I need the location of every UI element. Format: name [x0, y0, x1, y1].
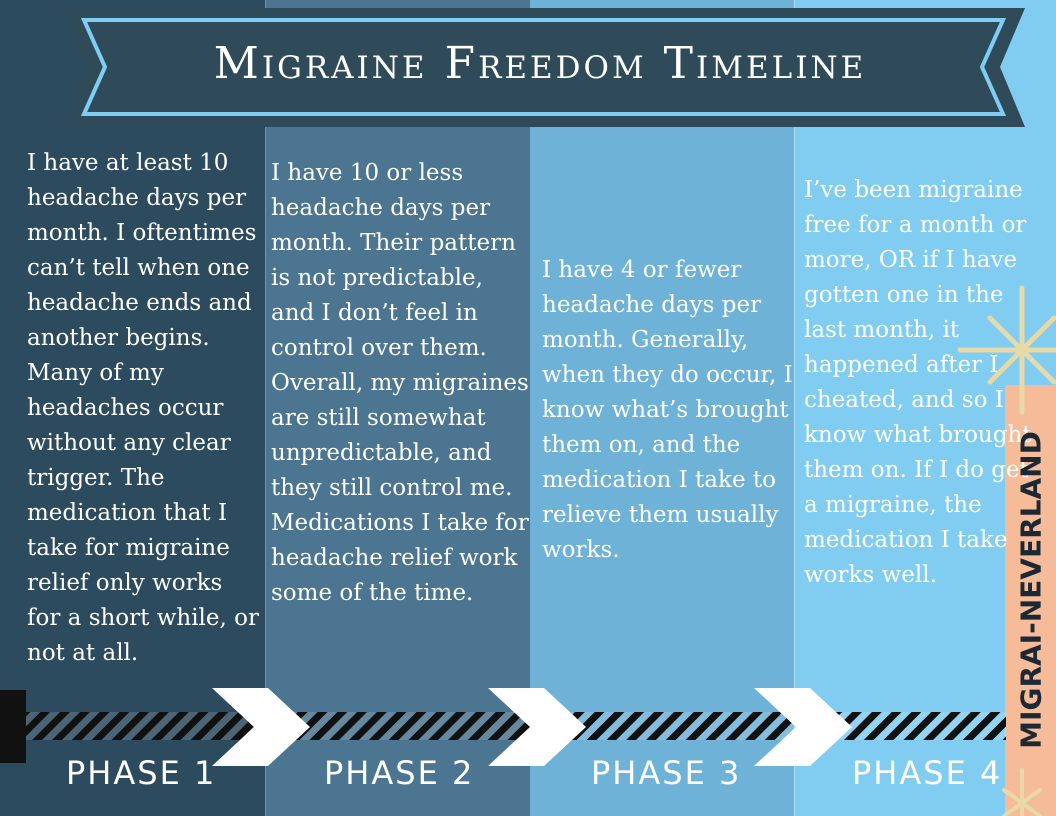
brand-logo: MIGRAI-NEVERLAND — [1014, 431, 1048, 749]
phase-3-description: I have 4 or fewer headache days per month. Generally, when they do occur, I know what’s brought them on, and the medication I take to relieve them usually works. — [542, 257, 793, 563]
timeline-start-marker — [0, 690, 26, 763]
phase-3-label: PHASE 3 — [591, 754, 742, 792]
phase-2-description: I have 10 or less headache days per month. Their pattern is not predictable, and I don’t feel in control over them. Overall, my migraines are still somewhat unpredictable, and they still control me. Medications I take for headache relief work some of the time. — [271, 160, 529, 606]
phase-2-label: PHASE 2 — [324, 754, 475, 792]
page-title: Migraine Freedom Timeline — [213, 38, 867, 89]
phase-1-label: PHASE 1 — [66, 754, 217, 792]
phase-4-label: PHASE 4 — [852, 754, 1003, 792]
phase-1-description: I have at least 10 headache days per month. I oftentimes can’t tell when one headache ends and another begins. Many of my headaches occur without any clear trigger. The medication that I take for migraine relief only works for a short while, or not at all. — [27, 150, 259, 666]
phase-4-description: I’ve been migraine free for a month or more, OR if I have gotten one in the last month, it happened after I cheated, and so I know what brought them on. If I do get a migraine, the medication I take works well. — [804, 177, 1032, 588]
sparkle-small-icon — [1004, 770, 1040, 816]
